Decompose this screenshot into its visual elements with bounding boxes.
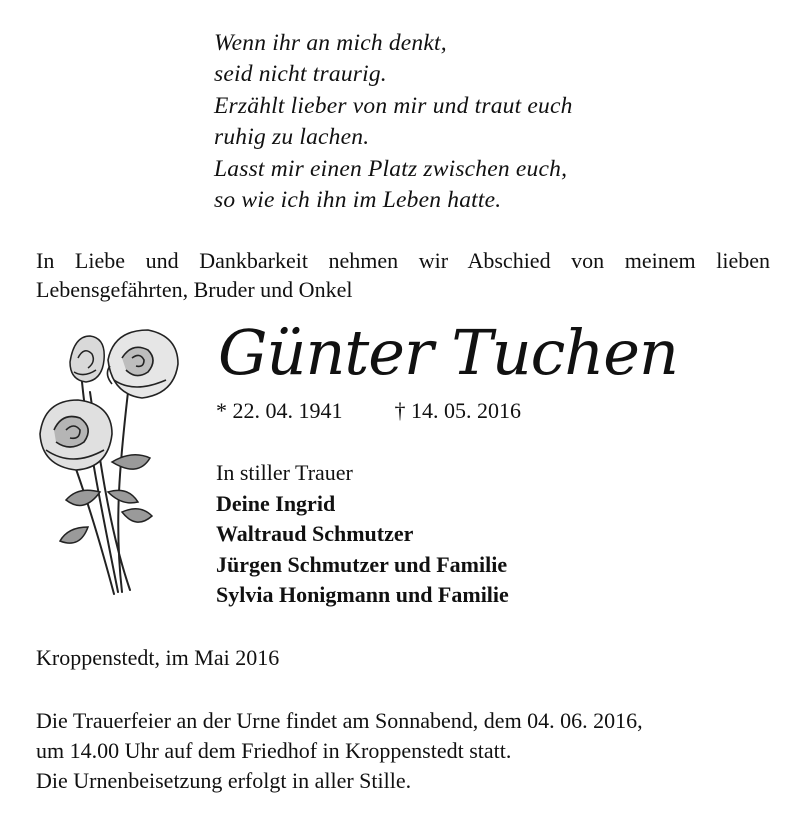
mourner-name: Jürgen Schmutzer und Familie xyxy=(216,551,508,577)
memorial-poem xyxy=(214,28,674,216)
ceremony-line: Die Trauerfeier an der Urne findet am Sonnabend, dem 04. 06. 2016, xyxy=(36,708,643,733)
death-date: † 14. 05. 2016 xyxy=(394,398,521,423)
mourner-name: Sylvia Honigmann und Familie xyxy=(216,582,509,607)
poem-line: ruhig zu lachen. xyxy=(214,124,370,151)
birth-date: * 22. 04. 1941 xyxy=(216,398,343,423)
poem-line: Lasst mir einen Platz zwischen euch, xyxy=(214,155,568,182)
ceremony-info xyxy=(36,706,776,796)
poem-line: seid nicht traurig. xyxy=(214,61,387,88)
roses-icon xyxy=(30,322,190,602)
ceremony-line: um 14.00 Uhr auf dem Friedhof in Kroppenstedt statt. xyxy=(36,738,512,763)
poem-line: Erzählt lieber von mir und traut euch xyxy=(214,92,573,119)
deceased-name: Günter Tuchen xyxy=(218,316,678,389)
poem-line: so wie ich ihn im Leben hatte. xyxy=(214,187,502,214)
ceremony-line: Die Urnenbeisetzung erfolgt in aller Stille. xyxy=(36,768,412,793)
life-dates xyxy=(216,397,521,425)
intro-line: Lebensgefährten, Bruder und Onkel xyxy=(36,277,353,302)
intro-line: In Liebe und Dankbarkeit nehmen wir Abschied von meinem lieben xyxy=(36,248,770,273)
farewell-intro xyxy=(36,246,770,304)
place-date: Kroppenstedt, im Mai 2016 xyxy=(36,645,280,670)
mourners-block xyxy=(216,458,509,611)
mourner-name: Waltraud Schmutzer xyxy=(216,521,414,546)
mourners-heading: In stiller Trauer xyxy=(216,460,353,485)
mourner-name: Deine Ingrid xyxy=(216,490,336,516)
poem-line: Wenn ihr an mich denkt, xyxy=(214,30,447,56)
